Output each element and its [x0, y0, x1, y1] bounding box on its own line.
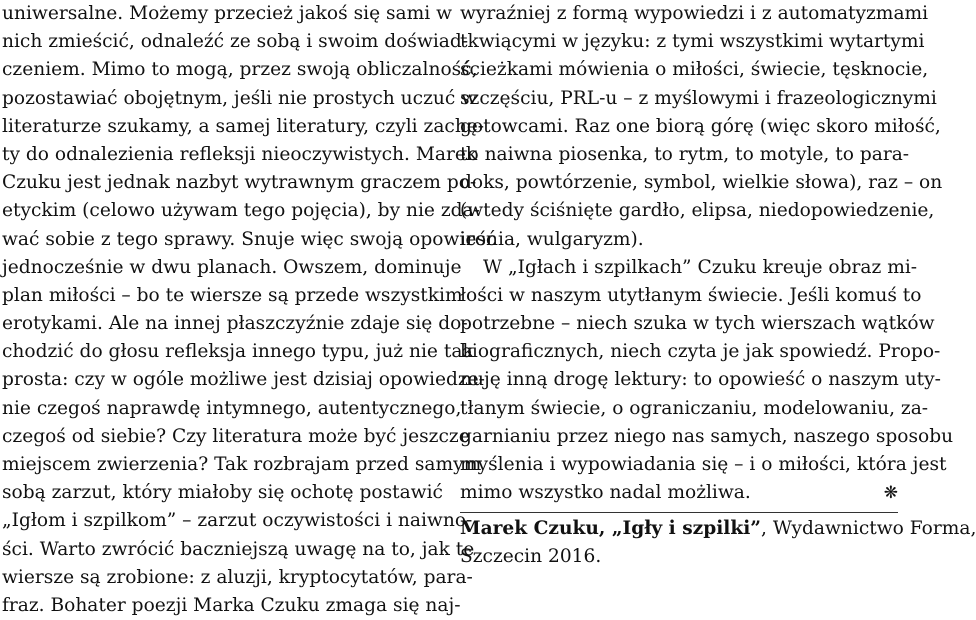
text-line: potrzebne – niech szuka w tych wierszach wątków [460, 313, 935, 335]
final-text-line [460, 479, 898, 507]
end-of-article-asterisk-icon: ❋ [883, 483, 898, 504]
divider-rule [460, 512, 898, 513]
text-line: Czuku jest jednak nazbyt wytrawnym graczem po- [2, 172, 477, 194]
text-line: biograficznych, niech czyta je jak spowiedź. Propo- [460, 341, 941, 363]
text-line: ironia, wulgaryzm). [460, 228, 644, 250]
text-line: etyckim (celowo używam tego pojęcia), by nie zda- [2, 200, 480, 222]
text-line: garnianiu przez niego nas samych, naszego sposobu [460, 425, 954, 447]
text-line: miejscem zwierzenia? Tak rozbrajam przed samym [2, 454, 482, 475]
bibliography-line-1 [460, 515, 976, 543]
text-line: nich zmieścić, odnaleźć ze sobą i swoim doświad- [2, 31, 469, 53]
text-line: wać sobie z tego sprawy. Snuje więc swoją opowieść [2, 228, 497, 250]
text-line: „Igłom i szpilkom” – zarzut oczywistości i naiwno- [2, 510, 473, 532]
text-line: doks, powtórzenie, symbol, wielkie słowa), raz – on [460, 172, 943, 194]
text-line: wyraźniej z formą wypowiedzi i z automatyzmami [460, 3, 929, 24]
text-line: łości w naszym utytłanym świecie. Jeśli komuś to [460, 284, 922, 306]
book-publisher: , Wydawnictwo Forma, [761, 518, 976, 539]
text-line: nuję inną drogę lektury: to opowieść o naszym uty- [460, 369, 941, 391]
text-line: nie czegoś naprawdę intymnego, autentycznego, [2, 397, 462, 419]
text-line: (wtedy ściśnięte gardło, elipsa, niedopowiedzenie, [460, 200, 935, 222]
text-line: gotowcami. Raz one biorą górę (więc skoro miłość, [460, 115, 941, 137]
text-line: sobą zarzut, który miałoby się ochotę postawić [2, 482, 443, 504]
text-line: erotykami. Ale na innej płaszczyźnie zdaje się do- [2, 313, 468, 335]
text-line: uniwersalne. Możemy przecież jakoś się sami w [2, 3, 453, 24]
text-line: fraz. Bohater poezji Marka Czuku zmaga się naj- [2, 594, 461, 616]
book-author-title: Marek Czuku, „Igły i szpilki” [460, 518, 761, 539]
bibliography-line-2: Szczecin 2016. [460, 546, 602, 568]
text-line: ści. Warto zwrócić baczniejszą uwagę na to, jak te [2, 538, 475, 560]
text-line: ścieżkami mówienia o miłości, świecie, tęsknocie, [460, 59, 929, 81]
text-line: pozostawiać obojętnym, jeśli nie prostych uczuć w [2, 87, 478, 109]
text-line: chodzić do głosu refleksja innego typu, już nie tak [2, 341, 474, 363]
text-line: wiersze są zrobione: z aluzji, kryptocytatów, para- [2, 566, 473, 588]
text-line: plan miłości – bo te wiersze są przede wszystkim [2, 284, 463, 306]
text-line: tłanym świecie, o ograniczaniu, modelowaniu, za- [460, 397, 929, 419]
text-line: szczęściu, PRL-u – z myślowymi i frazeologicznymi [460, 87, 937, 109]
text-line: prosta: czy w ogóle możliwe jest dzisiaj opowiedze- [2, 369, 485, 391]
text-line: W „Igłach i szpilkach” Czuku kreuje obraz mi- [483, 256, 918, 278]
text-line: jednocześnie w dwu planach. Owszem, dominuje [2, 256, 462, 278]
bibliographic-note [460, 515, 976, 571]
text-line: czegoś od siebie? Czy literatura może być jeszcze [2, 425, 470, 447]
text-line: tkwiącymi w języku: z tymi wszystkimi wytartymi [460, 31, 925, 53]
left-column [2, 0, 497, 620]
text-line: myślenia i wypowiadania się – i o miłości, która jest [460, 454, 947, 475]
text-line: czeniem. Mimo to mogą, przez swoją obliczalność, [2, 59, 478, 81]
text-line-content: mimo wszystko nadal możliwa. [460, 482, 751, 504]
text-line: ty do odnalezienia refleksji nieoczywistych. Marek [2, 143, 478, 165]
text-line: literaturze szukamy, a samej literatury, czyli zachę- [2, 115, 485, 137]
text-line: to naiwna piosenka, to rytm, to motyle, to para- [460, 143, 910, 165]
right-column [460, 0, 954, 507]
